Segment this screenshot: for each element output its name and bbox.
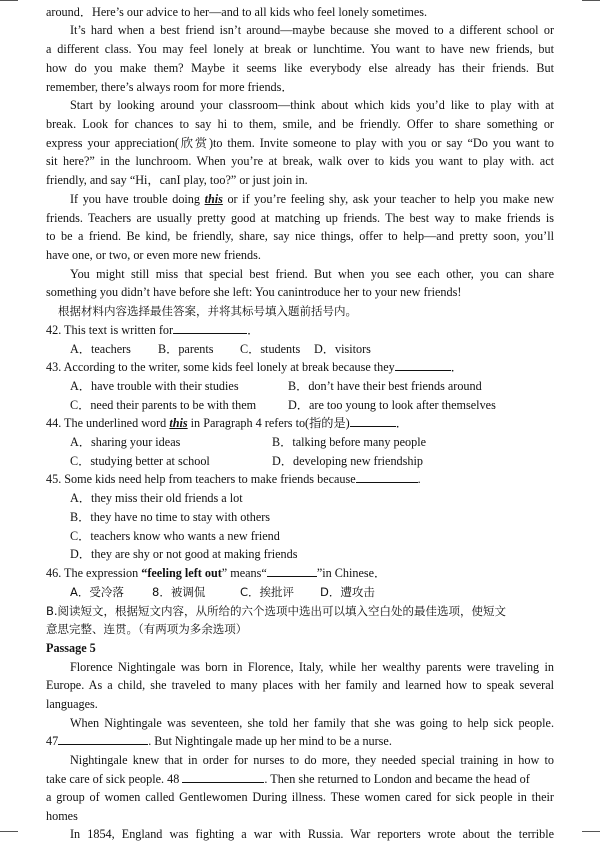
question-43: 43. According to the writer, some kids feel lonely at break because they ． [46,360,463,374]
options-46: A．受冷落 8．被调侃 C．挨批评 D．遭攻击 [70,585,375,599]
passage-line: a different class. You may feel lonely at break or lunchtime. You want to have new friends, but [46,42,554,56]
passage-line: take care of sick people. 48 . Then she returned to London and became the head of [46,772,530,786]
crop-mark [582,831,600,832]
options-42: A．teachers B．parents C．students D．visitors [70,342,371,356]
crop-mark [582,0,600,1]
answer-blank-48 [182,771,264,783]
question-45: 45. Some kids need help from teachers to make friends because . [46,472,421,486]
instruction: 根据材料内容选择最佳答案，并将其标号填入题前括号内。 [58,304,357,318]
answer-blank [173,322,247,334]
passage-line: languages. [46,697,98,711]
passage-line: have one, or two, or even more new friends. [46,248,261,262]
key-phrase: “feeling left out [141,566,222,580]
option: A．they miss their old friends a lot [70,491,243,505]
answer-blank-47 [58,733,148,745]
passage-line: You might still miss that special best friend. But when you see each other, you can share [70,267,554,281]
passage-line: If you have trouble doing this or if you’re feeling shy, ask your teacher to help you make new [70,192,554,206]
passage-title: Passage 5 [46,641,96,655]
passage-line: homes [46,809,78,823]
options-43: C．need their parents to be with them D．are too young to look after themselves [70,398,496,412]
passage-line: In 1854, England was fighting a war with Russia. War reporters wrote about the terrible [70,827,554,841]
answer-blank [395,359,451,371]
underlined-word: this [169,416,188,430]
passage-line: Nightingale knew that in order for nurses to do more, they needed special training in how to [70,753,554,767]
passage-line: express your appreciation(欣赏)to them. Invite someone to play with you or say “Do you want to [46,136,554,150]
passage-line: remember, there’s always room for more friends． [46,80,294,94]
crop-mark [0,831,18,832]
passage-line: It’s hard when a best friend isn’t around—maybe because she moved to a different school or [70,23,554,37]
options-43: A．have trouble with their studies B．don’t have their best friends around [70,379,482,393]
question-46: 46. The expression “feeling left out” means“ ”in Chinese． [46,566,387,580]
answer-blank [356,471,418,483]
options-44: C．studying better at school D．developing new friendship [70,454,423,468]
crop-mark [0,0,18,1]
passage-line: friends. Teachers are usually pretty good at matching up friends. The best way to make friends is [46,211,554,225]
passage-line: break. Look for chances to say hi to them, smile, and be friendly. Offer to share something or [46,117,554,131]
options-44: A．sharing your ideas B．talking before many people [70,435,426,449]
passage-line: how do you make them? Maybe it seems like everybody else already has their friends. But [46,61,554,75]
passage-line: around．Here’s our advice to her—and to all kids who feel lonely sometimes. [46,5,428,19]
answer-blank [350,415,396,427]
section-instruction: 意思完整、连贯。（有两项为多余选项） [46,622,248,636]
section-instruction: B.阅读短文，根据短文内容，从所给的六个选项中选出可以填入空白处的最佳选项，使短文 [46,604,507,618]
question-42: 42. This text is written for ． [46,323,260,337]
passage-line: to be a friend. Be kind, be friendly, share, say nice things, offer to help—and pretty soon, you’ll [46,229,554,243]
passage-line: Florence Nightingale was born in Florence, Italy, while her wealthy parents were traveling in [70,660,554,674]
passage-line: friendly, and say “Hi，canI play, too?” or just join in. [46,173,308,187]
passage-line: Start by looking around your classroom—think about which kids you’d like to play with at [70,98,554,112]
passage-line: 47 . But Nightingale made up her mind to be a nurse. [46,734,392,748]
passage-line: When Nightingale was seventeen, she told her family that she was going to help sick people. [70,716,554,730]
passage-line: Europe. As a child, she traveled to many places with her family and learned how to speak several [46,678,554,692]
passage-line: sit here?” in the lunchroom. When you’re at break, walk over to kids you want to play with. act [46,154,554,168]
answer-blank [267,565,317,577]
passage-line: a group of women called Gentlewomen During illness. These women cared for sick people in their [46,790,554,804]
question-44: 44. The underlined word this in Paragraph 4 refers to(指的是) ． [46,416,408,430]
option: B．they have no time to stay with others [70,510,271,524]
option: C．teachers know who wants a new friend [70,529,280,543]
option: D．they are shy or not good at making friends [70,547,298,561]
underlined-word: this [204,192,223,206]
passage-line: something you didn’t have before she left: You canintroduce her to your new friends! [46,285,462,299]
